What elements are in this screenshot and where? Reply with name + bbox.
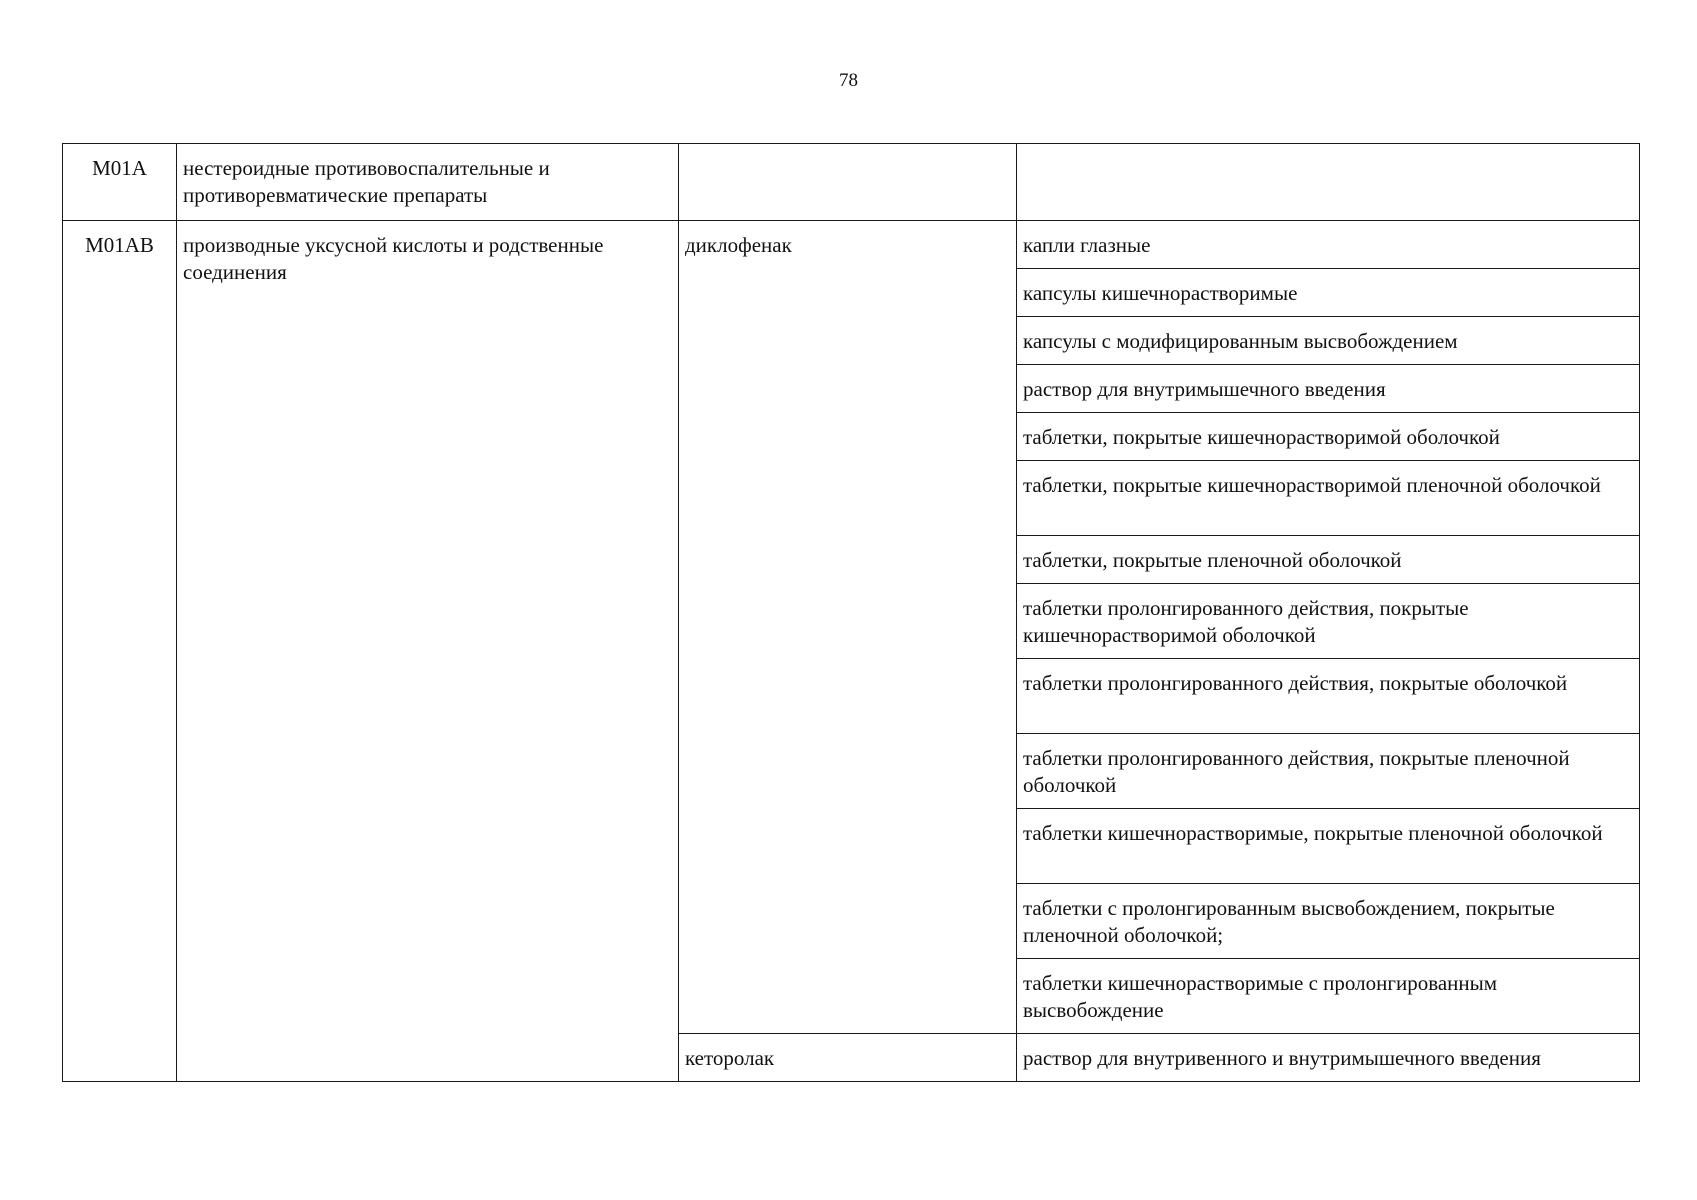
drug-name-cell: кеторолак xyxy=(679,1034,1017,1082)
dosage-form-cell: капсулы с модифицированным высвобождением xyxy=(1017,317,1640,365)
atc-code-cell: M01AB xyxy=(63,221,177,1082)
dosage-form-cell: таблетки пролонгированного действия, покрытые пленочной оболочкой xyxy=(1017,734,1640,809)
dosage-form-cell: таблетки с пролонгированным высвобождением, покрытые пленочной оболочкой; xyxy=(1017,884,1640,959)
dosage-form-cell: таблетки пролонгированного действия, покрытые кишечнорастворимой оболочкой xyxy=(1017,584,1640,659)
dosage-form-cell: таблетки пролонгированного действия, покрытые оболочкой xyxy=(1017,659,1640,734)
dosage-form-cell: таблетки кишечнорастворимые с пролонгированным высвобождение xyxy=(1017,959,1640,1034)
drug-name-cell: диклофенак xyxy=(679,221,1017,1034)
table-row-group xyxy=(63,144,1640,221)
drug-name-cell-empty xyxy=(679,144,1017,221)
dosage-form-cell: таблетки, покрытые пленочной оболочкой xyxy=(1017,536,1640,584)
drug-table xyxy=(62,143,1640,1082)
dosage-form-cell: таблетки, покрытые кишечнорастворимой пленочной оболочкой xyxy=(1017,461,1640,536)
dosage-form-cell: раствор для внутривенного и внутримышечного введения xyxy=(1017,1034,1640,1082)
table-row xyxy=(63,221,1640,269)
dosage-form-cell: таблетки, покрытые кишечнорастворимой оболочкой xyxy=(1017,413,1640,461)
dosage-form-cell: раствор для внутримышечного введения xyxy=(1017,365,1640,413)
atc-code-cell: M01A xyxy=(63,144,177,221)
atc-group-name-cell: нестероидные противовоспалительные и противоревматические препараты xyxy=(177,144,679,221)
page-number: 78 xyxy=(839,70,858,91)
atc-group-name-cell: производные уксусной кислоты и родственные соединения xyxy=(177,221,679,1082)
dosage-form-cell: таблетки кишечнорастворимые, покрытые пленочной оболочкой xyxy=(1017,809,1640,884)
dosage-form-cell-empty xyxy=(1017,144,1640,221)
dosage-form-cell: капли глазные xyxy=(1017,221,1640,269)
dosage-form-cell: капсулы кишечнорастворимые xyxy=(1017,269,1640,317)
